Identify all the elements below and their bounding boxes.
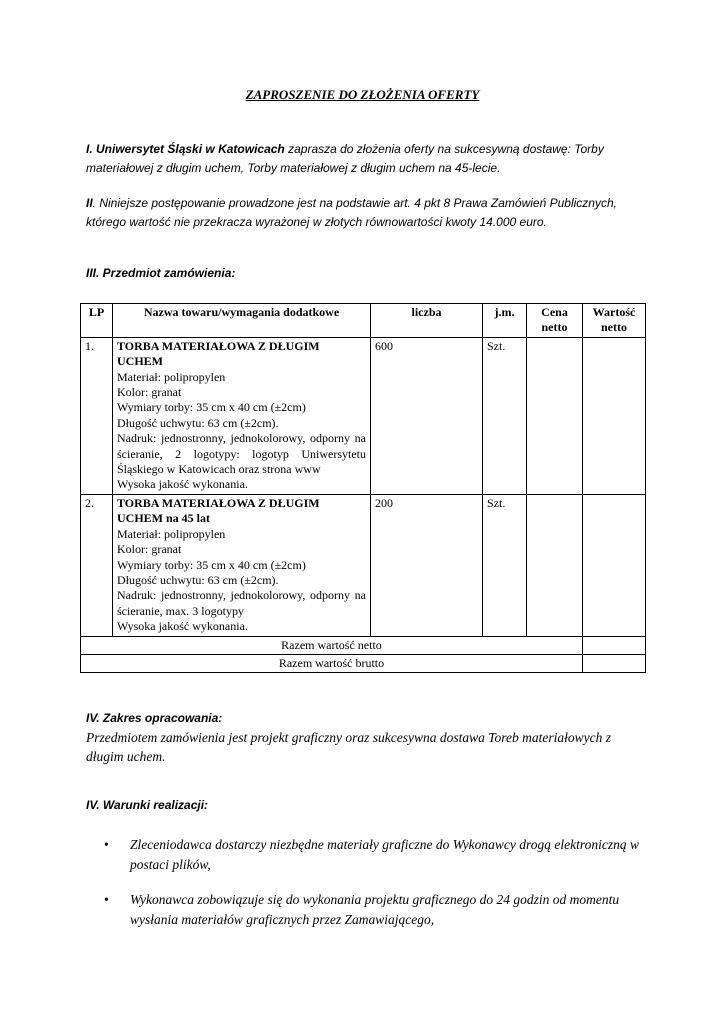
conditions-list	[104, 835, 644, 945]
header-price	[527, 304, 583, 338]
row-value	[583, 337, 646, 494]
product-quality: Wysoka jakość wykonania.	[117, 477, 248, 492]
header-qty: liczba	[371, 304, 483, 338]
product-handle: Długość uchwytu: 63 cm (±2cm).	[117, 415, 279, 430]
product-material: Materiał: polipropylen	[117, 526, 226, 541]
row-qty: 600	[371, 337, 483, 494]
product-quality: Wysoka jakość wykonania.	[117, 619, 248, 634]
table-row	[81, 337, 646, 494]
section-1-text: zaprasza do złożenia oferty na sukcesywną dostawę: Torby materiałowej z długim uchem, Torby materiałowej z długim uchem na 45-lecie.	[86, 142, 604, 175]
order-table	[80, 303, 646, 673]
product-color: Kolor: granat	[117, 542, 182, 557]
row-value	[583, 494, 646, 636]
list-item-text: Wykonawca zobowiązuje się do wykonania projektu graficznego do 24 godzin od momentu wysłania materiałów graficznych przez Zamawiającego,	[130, 892, 620, 927]
total-gross-row	[81, 654, 646, 672]
row-qty: 200	[371, 494, 483, 636]
section-1-paragraph	[86, 140, 646, 178]
header-value-line1: Wartość	[592, 305, 636, 319]
bullet-icon: •	[104, 837, 109, 852]
list-item	[104, 835, 644, 875]
product-name: TORBA MATERIAŁOWA Z DŁUGIM UCHEM na 45 lat	[117, 495, 320, 526]
header-name: Nazwa towaru/wymagania dodatkowe	[113, 304, 371, 338]
section-5-heading: IV. Warunki realizacji:	[86, 798, 209, 812]
row-lp: 1.	[81, 337, 113, 494]
header-price-line2: netto	[541, 320, 568, 335]
header-unit: j.m.	[483, 304, 527, 338]
row-lp: 2.	[81, 494, 113, 636]
header-value	[583, 304, 646, 338]
header-price-line1: Cena	[541, 305, 568, 319]
product-print: Nadruk: jednostronny, jednokolorowy, odporny na ścieranie, 2 logotypy: logotyp Uniwersytetu Śląskiego w Katowicach oraz strona www	[117, 431, 366, 477]
total-net-row	[81, 636, 646, 654]
product-material: Materiał: polipropylen	[117, 369, 226, 384]
row-description	[113, 494, 371, 636]
total-gross-label: Razem wartość brutto	[81, 654, 583, 672]
product-color: Kolor: granat	[117, 385, 182, 400]
product-print: Nadruk: jednostronny, jednokolorowy, odporny na ścieranie, max. 3 logotypy	[117, 588, 366, 618]
header-lp: LP	[81, 304, 113, 338]
total-gross-value	[583, 654, 646, 672]
section-1-institution: Uniwersytet Śląski w Katowicach	[96, 142, 285, 156]
section-2-text: . Niniejsze postępowanie prowadzone jest na podstawie art. 4 pkt 8 Prawa Zamówień Publicznych, którego wartość nie przekracza wyrażonej w złotych równowartości kwoty 14.000 euro.	[86, 196, 617, 229]
product-handle: Długość uchwytu: 63 cm (±2cm).	[117, 572, 279, 587]
table-row	[81, 494, 646, 636]
bullet-icon: •	[104, 892, 109, 907]
list-item-text: Zleceniodawca dostarczy niezbędne materiały graficzne do Wykonawcy drogą elektroniczną w postaci plików,	[130, 837, 640, 872]
section-2-numeral: II	[86, 196, 93, 210]
header-value-line2: netto	[601, 320, 627, 335]
product-dimensions: Wymiary torby: 35 cm x 40 cm (±2cm)	[117, 400, 306, 415]
row-description	[113, 337, 371, 494]
section-4-text: Przedmiotem zamówienia jest projekt graficzny oraz sukcesywna dostawa Toreb materiałowych z długim uchem.	[86, 730, 611, 764]
section-1-numeral: I.	[86, 142, 93, 156]
total-net-label: Razem wartość netto	[81, 636, 583, 654]
section-3-heading: III. Przedmiot zamówienia:	[86, 266, 236, 280]
list-item	[104, 890, 644, 930]
section-2-paragraph	[86, 194, 646, 232]
section-4-heading: IV. Zakres opracowania:	[86, 711, 223, 725]
product-dimensions: Wymiary torby: 35 cm x 40 cm (±2cm)	[117, 557, 306, 572]
total-net-value	[583, 636, 646, 654]
document-title: ZAPROSZENIE DO ZŁOŻENIA OFERTY	[245, 87, 480, 102]
row-price	[527, 337, 583, 494]
row-unit: Szt.	[483, 494, 527, 636]
product-name: TORBA MATERIAŁOWA Z DŁUGIM UCHEM	[117, 338, 320, 369]
table-header-row	[81, 304, 646, 338]
row-price	[527, 494, 583, 636]
row-unit: Szt.	[483, 337, 527, 494]
